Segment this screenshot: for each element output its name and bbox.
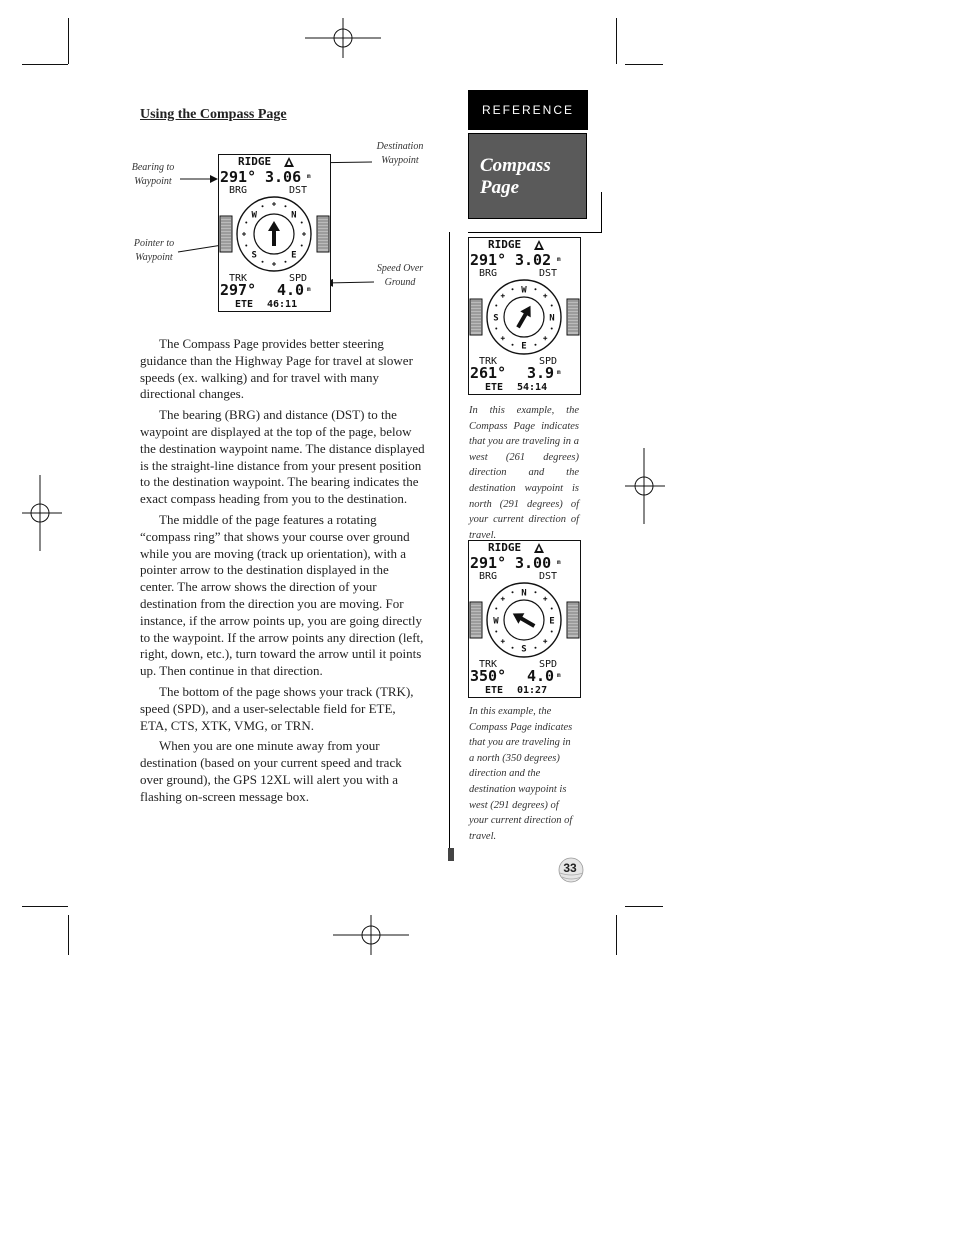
cardinal-E: E — [291, 250, 297, 261]
paragraph: The bearing (BRG) and distance (DST) to the waypoint are displayed at the top of the page, below the destination waypoint name. The distance displayed is the straight-line distance from your present position to the destination waypoint. The bearing indicates the exact compass heading from you to the destination. — [140, 407, 425, 507]
speed-value: 4.0 — [277, 281, 305, 299]
speed-unit: m — [557, 672, 561, 679]
cardinal-W: W — [521, 285, 527, 296]
crop-mark — [68, 915, 69, 955]
right-bar — [567, 299, 579, 335]
callout-bearing: Bearing to Waypoint — [131, 162, 175, 187]
waypoint-name: RIDGE — [238, 155, 272, 168]
trk-label: TRK — [479, 659, 498, 670]
speed-value: 3.9 — [527, 364, 555, 382]
gps-screen-example-1 — [468, 237, 581, 395]
field-value: 46:11 — [267, 299, 298, 310]
paragraph: The bottom of the page shows your track (TRK), speed (SPD), and a user-selectable field for ETE, ETA, CTS, XTK, VMG, or TRN. — [140, 683, 414, 733]
registration-mark-right — [625, 448, 665, 524]
compass-dot — [284, 261, 286, 263]
compass-dot — [245, 244, 247, 246]
crop-mark — [22, 906, 68, 907]
bearing-value: 291° — [220, 168, 257, 186]
crop-mark — [625, 906, 663, 907]
brg-label: BRG — [479, 268, 498, 279]
dst-label: DST — [539, 268, 558, 279]
compass-dot — [551, 608, 553, 610]
spd-label: SPD — [539, 356, 558, 367]
field-value: 01:27 — [517, 685, 548, 696]
right-bar — [567, 602, 579, 638]
speed-unit: m — [557, 369, 561, 376]
dst-label: DST — [539, 571, 558, 582]
compass-dot — [512, 288, 514, 290]
paragraph: The middle of the page features a rotating “compass ring” that shows your course over ground while you are moving (track up orientation), with a pointer arrow to the destination displayed in the center. The arrow shows the direction of your destination from the direction you are moving. For instance, if the arrow points up, you are going directly to the waypoint. If the arrow points any direction (left, right, down, etc.), turn toward the arrow until it points up. Then continue in that direction. — [140, 511, 424, 679]
callout-destination: Destination Waypoint — [376, 141, 424, 166]
distance-unit: m — [557, 559, 561, 566]
compass-dot — [512, 647, 514, 649]
compass-dot — [284, 205, 286, 207]
field-label: ETE — [485, 382, 504, 393]
distance-unit: m — [307, 173, 311, 180]
compass-dot — [534, 288, 536, 290]
trk-label: TRK — [229, 273, 248, 284]
bearing-value: 291° — [470, 554, 507, 572]
cardinal-N: N — [549, 313, 555, 324]
compass-dot — [534, 591, 536, 593]
body-text — [140, 336, 426, 810]
reference-tab: REFERENCE — [468, 90, 588, 130]
cardinal-S: S — [521, 644, 527, 655]
left-bar — [470, 602, 482, 638]
cardinal-S: S — [493, 313, 499, 324]
cardinal-W: W — [493, 616, 499, 627]
compass-dot — [262, 261, 264, 263]
compass-dot — [301, 222, 303, 224]
compass-dot — [495, 327, 497, 329]
brg-label: BRG — [479, 571, 498, 582]
registration-mark-bottom — [333, 915, 409, 955]
paragraph: The Compass Page provides better steering guidance than the Highway Page for travel at slower speeds (ex. walking) and for travel with many directional changes. — [140, 336, 413, 402]
caption-example-2: In this example, the Compass Page indicates that you are traveling in a north (350 degrees) direction and the destination waypoint is west (291 degrees) of your current direction of travel. — [469, 706, 573, 842]
cardinal-E: E — [521, 341, 527, 352]
callout-pointer: Pointer to Waypoint — [133, 238, 175, 263]
bearing-value: 291° — [470, 251, 507, 269]
compass-dot — [512, 591, 514, 593]
compass-dot — [262, 205, 264, 207]
field-label: ETE — [235, 299, 254, 310]
compass-dot — [551, 327, 553, 329]
field-label: ETE — [485, 685, 504, 696]
registration-mark-left — [22, 475, 62, 551]
compass-dot — [495, 608, 497, 610]
left-bar — [470, 299, 482, 335]
track-value: 297° — [220, 281, 257, 299]
compass-dot — [551, 630, 553, 632]
compass-dot — [534, 344, 536, 346]
distance-unit: m — [557, 256, 561, 263]
cardinal-E: E — [549, 616, 555, 627]
cardinal-N: N — [291, 210, 297, 221]
page-number-badge — [557, 855, 587, 885]
gps-screen-main — [218, 154, 331, 312]
compass-dot — [245, 222, 247, 224]
compass-dot — [512, 344, 514, 346]
paragraph: When you are one minute away from your destination (based on your current speed and track over ground), the GPS 12XL will alert you with a flashing on-screen message box. — [140, 738, 402, 804]
cardinal-S: S — [251, 250, 257, 261]
spd-label: SPD — [539, 659, 558, 670]
dst-label: DST — [289, 185, 308, 196]
track-value: 350° — [470, 667, 507, 685]
speed-value: 4.0 — [527, 667, 555, 685]
callout-speed: Speed Over Ground — [376, 263, 424, 288]
waypoint-name: RIDGE — [488, 238, 522, 251]
compass-dot — [495, 630, 497, 632]
left-bar — [220, 216, 232, 252]
chapter-title: Compass Page — [480, 155, 551, 198]
waypoint-name: RIDGE — [488, 541, 522, 554]
brg-label: BRG — [229, 185, 248, 196]
page-number: 33 — [563, 861, 577, 875]
distance-value: 3.06 — [265, 168, 302, 186]
cardinal-N: N — [521, 588, 527, 599]
compass-dot — [534, 647, 536, 649]
right-bar — [317, 216, 329, 252]
compass-dot — [551, 305, 553, 307]
spd-label: SPD — [289, 273, 308, 284]
field-value: 54:14 — [517, 382, 548, 393]
distance-value: 3.00 — [515, 554, 552, 572]
track-value: 261° — [470, 364, 507, 382]
trk-label: TRK — [479, 356, 498, 367]
distance-value: 3.02 — [515, 251, 552, 269]
caption-example-1: In this example, the Compass Page indicates that you are traveling in a west (261 degrees) direction and the destination waypoint is north (291 degrees) of your current direction of travel. — [469, 405, 579, 541]
compass-dot — [301, 244, 303, 246]
section-title: Using the Compass Page — [140, 107, 287, 122]
gps-screen-example-2 — [468, 540, 581, 698]
speed-unit: m — [307, 286, 311, 293]
crop-mark — [616, 915, 617, 955]
compass-dot — [495, 305, 497, 307]
cardinal-W: W — [251, 210, 257, 221]
column-marker — [448, 848, 454, 861]
